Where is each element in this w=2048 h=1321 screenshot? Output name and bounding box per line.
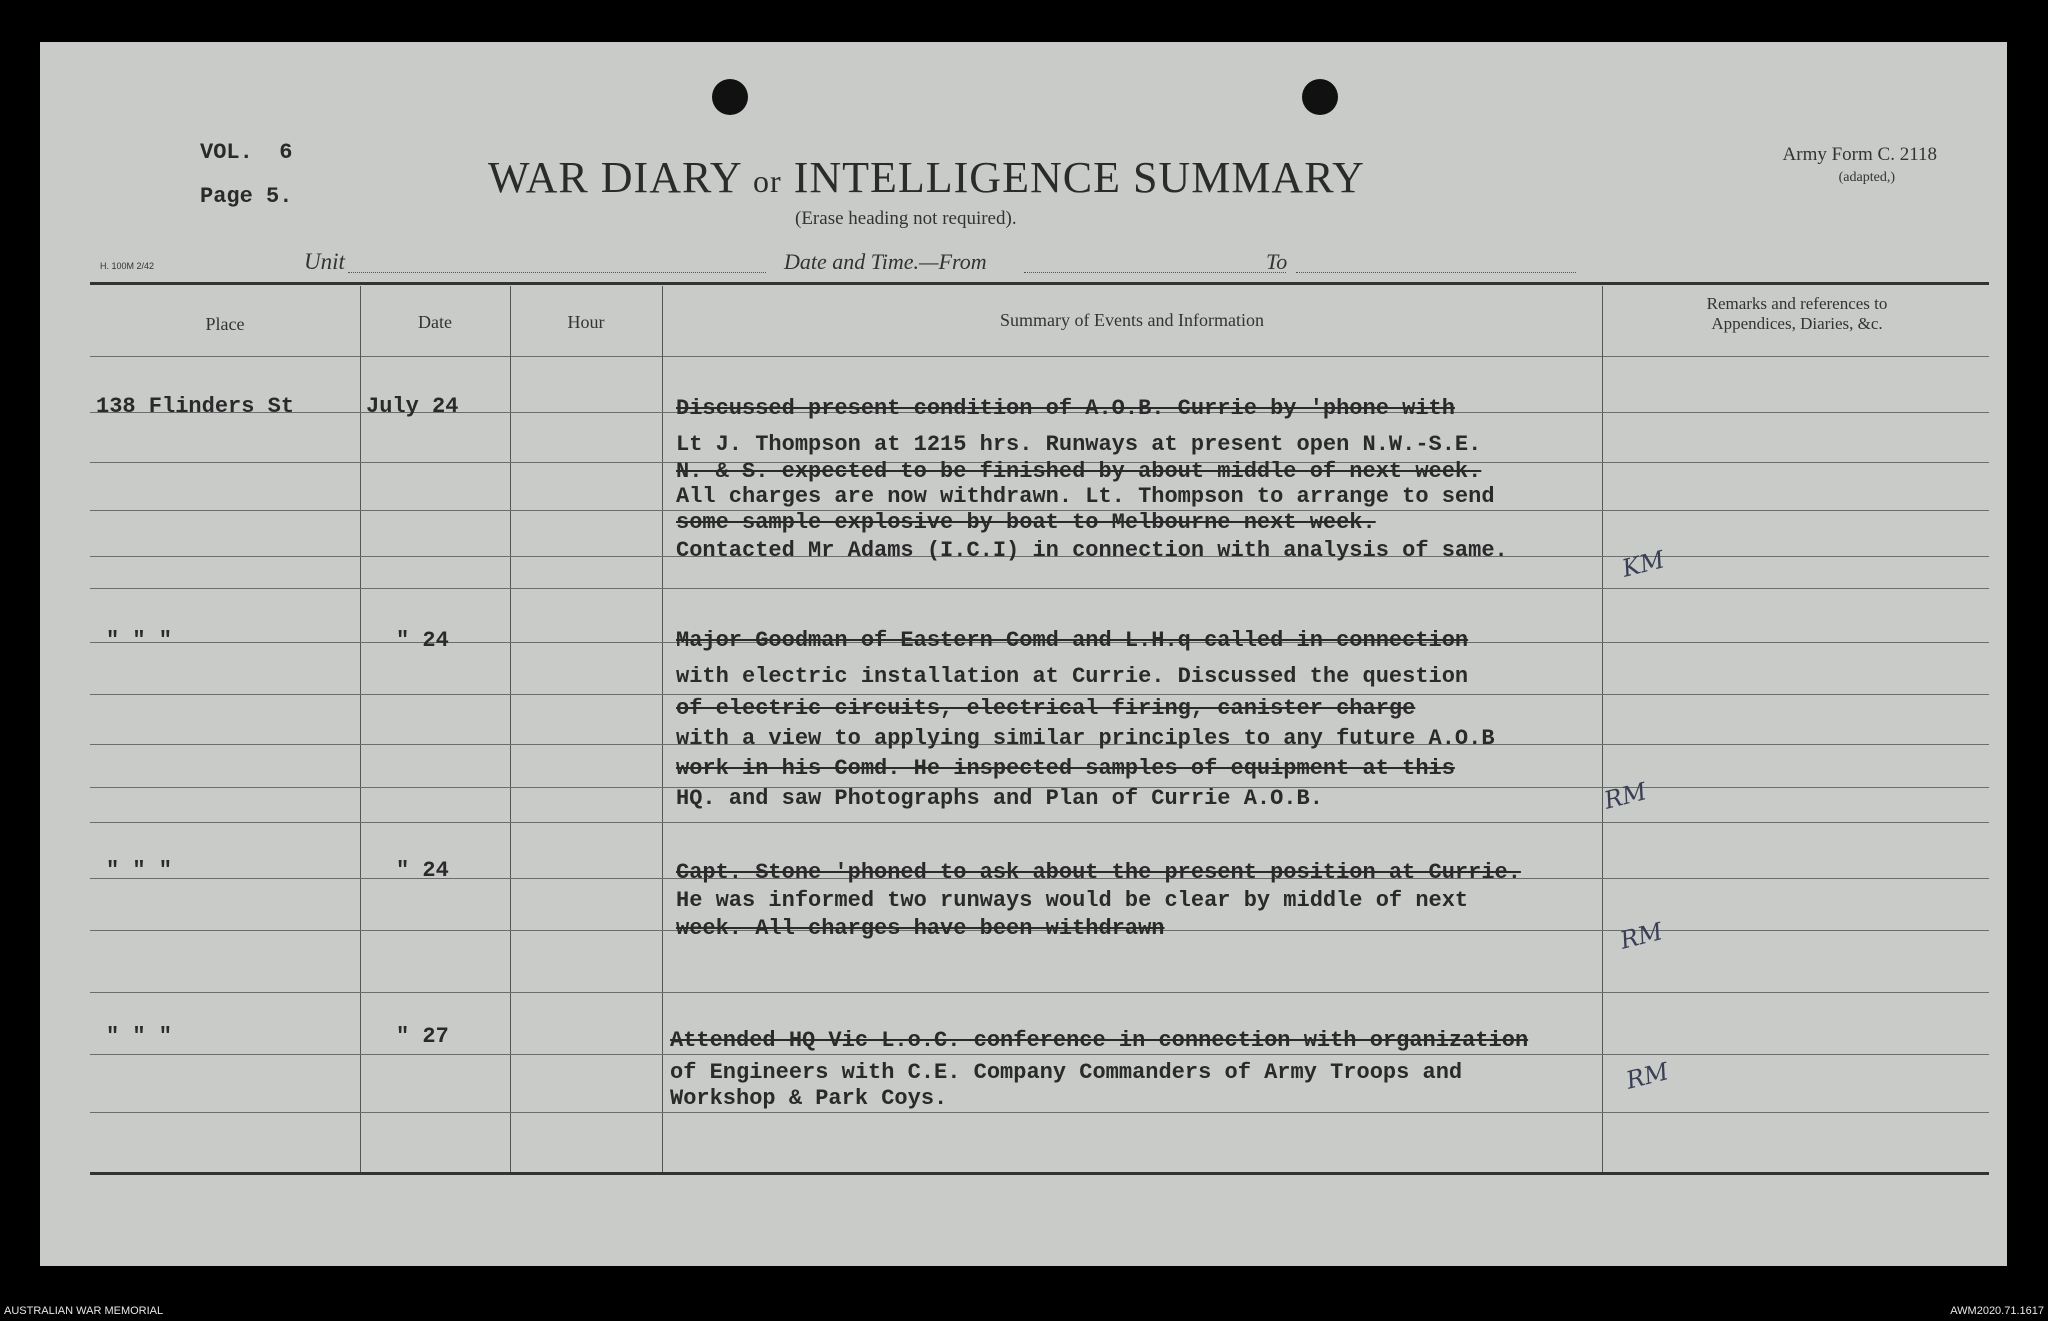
- column-header-summary: Summary of Events and Information: [1000, 310, 1264, 330]
- header-bottom-rule: [90, 356, 1989, 357]
- entry-place: " " ": [106, 1024, 173, 1049]
- entry-line: He was informed two runways would be clear by middle of next: [676, 888, 1469, 913]
- entry-line: work in his Comd. He inspected samples of equipment at this: [676, 756, 1455, 781]
- title-intelligence-summary: INTELLIGENCE SUMMARY: [793, 153, 1365, 202]
- column-header-date: Date: [418, 312, 452, 332]
- punch-hole-right: [1302, 79, 1338, 115]
- ruled-line: [90, 992, 1989, 993]
- entry-line: Lt J. Thompson at 1215 hrs. Runways at present open N.W.-S.E.: [676, 432, 1482, 457]
- page-line: [200, 184, 292, 209]
- ruled-line: [90, 588, 1989, 589]
- divider-summary-remarks: [1602, 286, 1603, 1172]
- handwritten-initials: RM: [1617, 917, 1666, 955]
- column-header-place: Place: [205, 314, 245, 334]
- form-title: [488, 152, 1365, 203]
- diary-sheet: [40, 42, 2007, 1266]
- vol-value: 6: [279, 140, 293, 165]
- entry-date: " 27: [396, 1024, 449, 1049]
- table-top-rule: [90, 282, 1989, 285]
- entry-line: HQ. and saw Photographs and Plan of Currie A.O.B.: [676, 786, 1323, 811]
- entry-line: some sample explosive by boat to Melbourne next week.: [676, 510, 1376, 535]
- column-header-remarks: [1602, 294, 1992, 334]
- divider-place-date: [360, 286, 361, 1172]
- column-header-hour: Hour: [567, 312, 605, 332]
- title-war-diary: WAR DIARY: [488, 153, 742, 202]
- army-form-adapted: (adapted,): [1838, 170, 1895, 185]
- handwritten-initials: KM: [1619, 545, 1668, 583]
- title-subtitle: (Erase heading not required).: [795, 208, 1017, 229]
- entry-place: 138 Flinders St: [96, 394, 295, 419]
- archive-caption-right: AWM2020.71.1617: [1950, 1305, 2044, 1317]
- print-code: H. 100M 2/42: [100, 261, 155, 271]
- page-value: 5.: [266, 184, 293, 209]
- remarks-header-line-2: Appendices, Diaries, &c.: [1711, 314, 1883, 333]
- vol-label: VOL.: [200, 140, 253, 165]
- army-form-number: Army Form C. 2118: [1782, 144, 1937, 165]
- divider-date-hour: [510, 286, 511, 1172]
- ruled-line: [90, 694, 1989, 695]
- entry-date: " 24: [396, 628, 449, 653]
- entry-line: Capt. Stone 'phoned to ask about the present position at Currie.: [676, 860, 1521, 885]
- entry-line: All charges are now withdrawn. Lt. Thompson to arrange to send: [676, 484, 1495, 509]
- entry-line: week. All charges have been withdrawn: [676, 916, 1165, 941]
- entry-place: " " ": [106, 628, 173, 653]
- entry-line: of Engineers with C.E. Company Commanders of Army Troops and: [670, 1060, 1463, 1085]
- entry-line: Discussed present condition of A.O.B. Currie by 'phone with: [676, 396, 1455, 421]
- date-time-label: Date and Time.—From: [784, 249, 987, 274]
- entry-line: Major Goodman of Eastern Comd and L.H.q called in connection: [676, 628, 1469, 653]
- entry-line: N. & S. expected to be finished by about middle of next week.: [676, 459, 1482, 484]
- divider-hour-summary: [662, 286, 663, 1172]
- page-label: Page: [200, 184, 253, 209]
- entry-line: with electric installation at Currie. Discussed the question: [676, 664, 1469, 689]
- handwritten-initials: RM: [1623, 1057, 1672, 1095]
- date-to-line: [1296, 272, 1576, 273]
- table-bottom-rule: [90, 1172, 1989, 1175]
- archive-caption-left: AUSTRALIAN WAR MEMORIAL: [4, 1305, 164, 1317]
- date-from-line: [1024, 272, 1286, 273]
- ruled-line: [90, 1112, 1989, 1113]
- to-label: To: [1266, 249, 1288, 274]
- punch-hole-left: [712, 79, 748, 115]
- remarks-header-line-1: Remarks and references to: [1706, 294, 1888, 313]
- entry-date: July 24: [366, 394, 459, 419]
- title-or: or: [753, 163, 782, 199]
- ruled-line: [90, 822, 1989, 823]
- ruled-line: [90, 1054, 1989, 1055]
- handwritten-initials: RM: [1601, 777, 1650, 815]
- entry-line: Contacted Mr Adams (I.C.I) in connection with analysis of same.: [676, 538, 1508, 563]
- unit-field-line: [348, 272, 766, 273]
- entry-place: " " ": [106, 858, 173, 883]
- unit-label: Unit: [304, 249, 345, 274]
- entry-line: Attended HQ Vic L.o.C. conference in connection with organization: [670, 1028, 1529, 1053]
- volume-line: [200, 140, 292, 165]
- entry-line: of electric circuits, electrical firing, canister charge: [676, 696, 1416, 721]
- entry-line: with a view to applying similar principles to any future A.O.B: [676, 726, 1495, 751]
- entry-date: " 24: [396, 858, 449, 883]
- entry-line: Workshop & Park Coys.: [670, 1086, 948, 1111]
